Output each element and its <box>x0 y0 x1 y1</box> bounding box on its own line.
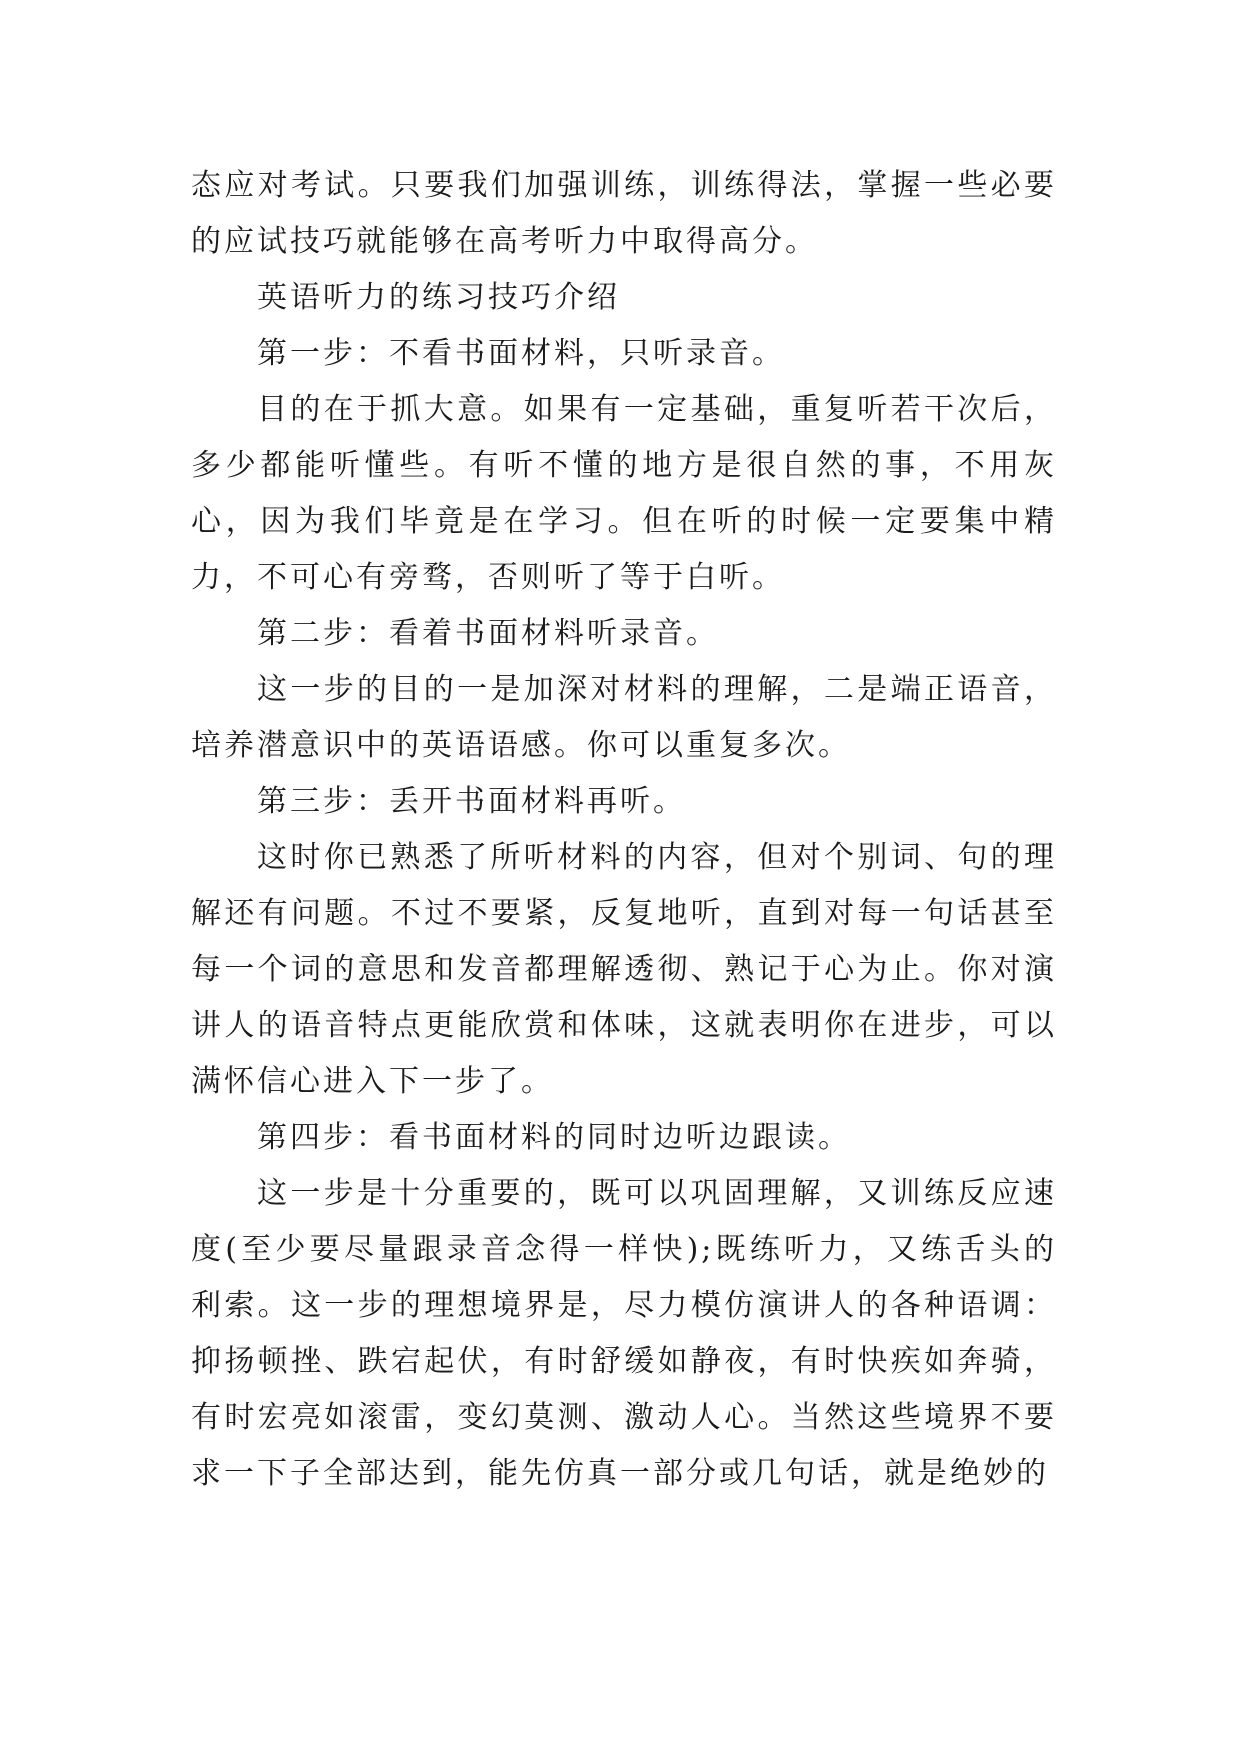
step-4-heading: 第四步：看书面材料的同时边听边跟读。 <box>257 1120 851 1155</box>
step-1-body: 目的在于抓大意。如果有一定基础，重复听若干次后，多少都能听懂些。有听不懂的地方是很自然的事，不用灰心，因为我们毕竟是在学习。但在听的时候一定要集中精力，不可心有旁骛，否则听了等于白听。 <box>191 392 1057 595</box>
step-2-heading: 第二步：看着书面材料听录音。 <box>257 616 719 651</box>
step-2-body: 这一步的目的一是加深对材料的理解，二是端正语音，培养潜意识中的英语语感。你可以重复多次。 <box>191 672 1057 763</box>
step-3-body: 这时你已熟悉了所听材料的内容，但对个别词、句的理解还有问题。不过不要紧，反复地听，直到对每一句话甚至每一个词的意思和发音都理解透彻、熟记于心为止。你对演讲人的语音特点更能欣赏和体味，这就表明你在进步，可以满怀信心进入下一步了。 <box>191 840 1057 1099</box>
section-heading: 英语听力的练习技巧介绍 <box>257 280 620 315</box>
paragraph-1: 态应对考试。只要我们加强训练，训练得法，掌握一些必要的应试技巧就能够在高考听力中取得高分。 <box>191 168 1057 259</box>
step-4-body: 这一步是十分重要的，既可以巩固理解，又训练反应速度(至少要尽量跟录音念得一样快);既练听力，又练舌头的利索。这一步的理想境界是，尽力模仿演讲人的各种语调：抑扬顿挫、跌宕起伏，有时舒缓如静夜，有时快疾如奔骑，有时宏亮如滚雷，变幻莫测、激动人心。当然这些境界不要求一下子全部达到，能先仿真一部分或几句话，就是绝妙的 <box>191 1176 1057 1491</box>
document-body <box>191 158 1057 1502</box>
step-3-heading: 第三步：丢开书面材料再听。 <box>257 784 686 819</box>
step-1-heading: 第一步：不看书面材料，只听录音。 <box>257 336 785 371</box>
